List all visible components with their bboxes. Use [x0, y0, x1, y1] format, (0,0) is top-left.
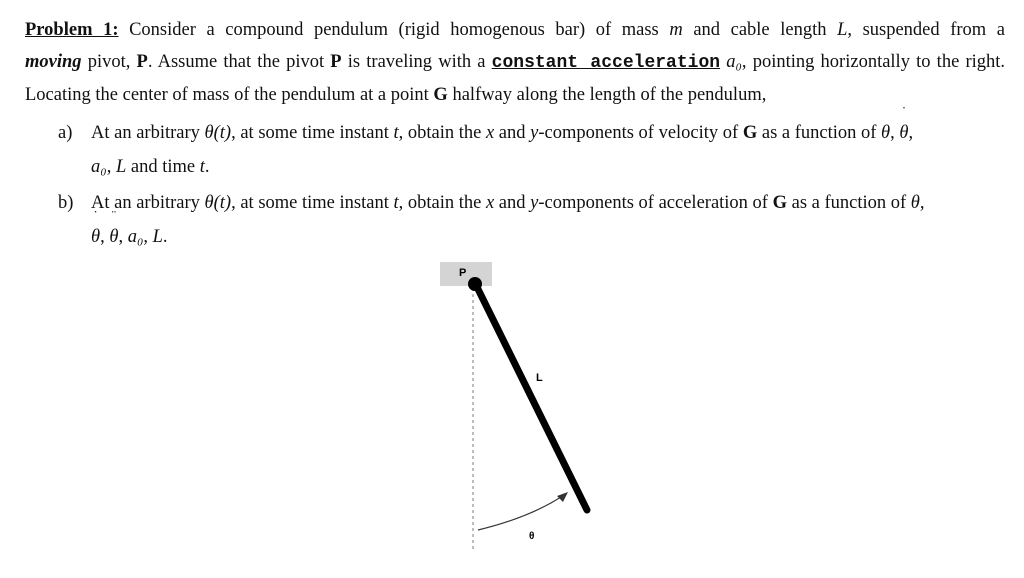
pendulum-bar	[476, 285, 587, 510]
item-marker: b)	[58, 193, 74, 213]
angle-arc	[478, 497, 561, 530]
item-a-line-2: a₀, L and time t.	[91, 157, 210, 177]
problem-line-1: Problem 1: Consider a compound pendulum (rigid homogenous bar) of mass m and cable length L, suspended from a	[25, 20, 1005, 40]
item-marker: a)	[58, 123, 73, 143]
constant-acceleration-term: constant acceleration	[491, 53, 721, 73]
item-b-line-2: ˙ θ, ¨ θ, a₀, L.	[91, 220, 925, 254]
pivot-point	[468, 277, 482, 291]
angle-arrowhead	[557, 492, 568, 502]
length-label: L	[536, 372, 543, 384]
pivot-label: P	[459, 267, 467, 279]
item-b-line-1: At an arbitrary θ(t), at some time instant t, obtain the x and y-components of acceleration of G as a function of θ,	[91, 193, 925, 213]
angle-label: θ	[529, 531, 535, 542]
problem-label: Problem 1:	[25, 20, 119, 40]
item-a-line-1: At an arbitrary θ(t), at some time instant t, obtain the x and y-components of velocity of G as a function of θ, ˙ θ,	[91, 116, 913, 150]
problem-line-2: moving pivot, P. Assume that the pivot P is traveling with a constant acceleration a₀, pointing horizontally to the right.	[25, 52, 1006, 73]
problem-line-3: Locating the center of mass of the pendulum at a point G halfway along the length of the pendulum,	[25, 85, 767, 105]
